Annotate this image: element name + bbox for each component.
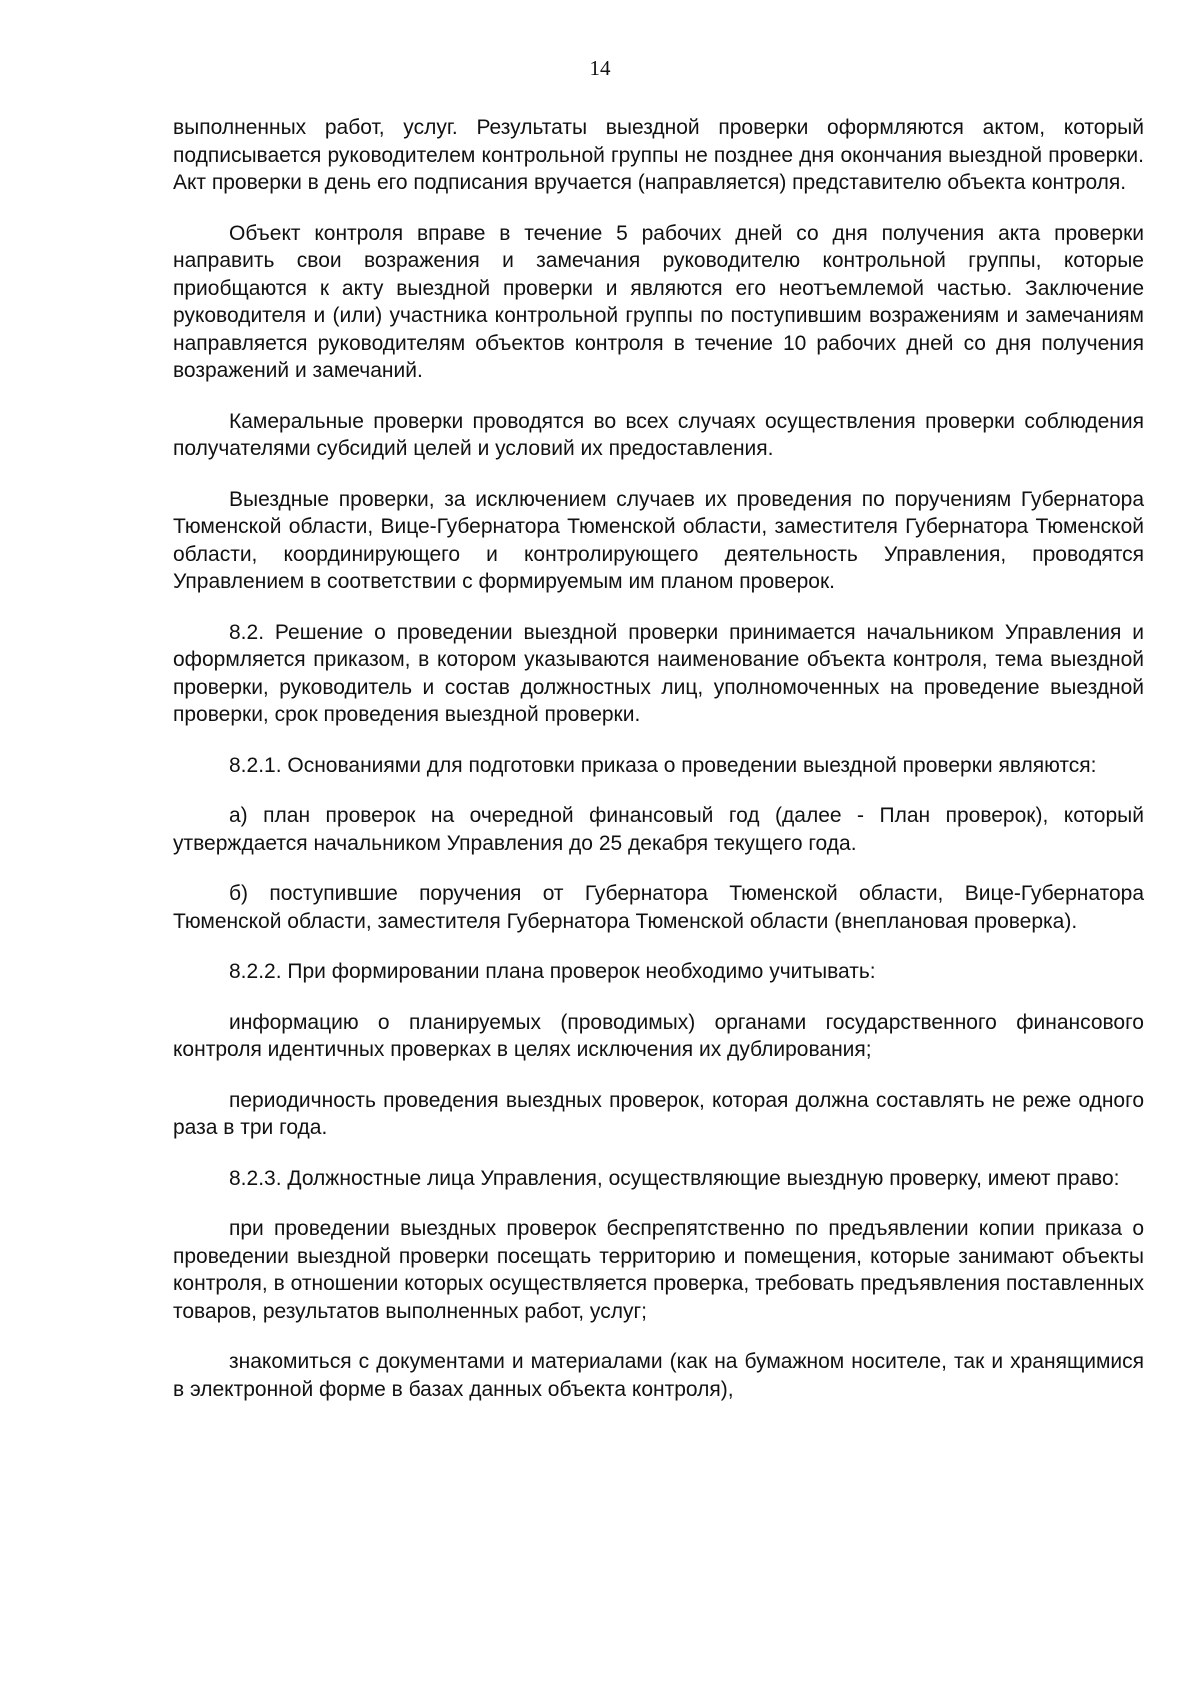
paragraph-objection-rights: Объект контроля вправе в течение 5 рабочих дней со дня получения акта проверки направить свои возражения и замечания руководителю контрольной группы, которые приобщаются к акту выездной проверки и являются его неотъемлемой частью. Заключение руководителя и (или) участника контрольной группы по поступившим возражениям и замечаниям направляется руководителям объектов контроля в течение 10 рабочих дней со дня получения возражений и замечаний. bbox=[173, 221, 1144, 382]
document-body bbox=[173, 114, 1144, 1403]
paragraph-8-2: 8.2. Решение о проведении выездной проверки принимается начальником Управления и оформляется приказом, в котором указываются наименование объекта контроля, тема выездной проверки, руководитель и состав должностных лиц, уполномоченных на проведение выездной проверки, срок проведения выездной проверки. bbox=[173, 620, 1144, 726]
paragraph-field-audits: Выездные проверки, за исключением случаев их проведения по поручениям Губернатора Тюменской области, Вице-Губернатора Тюменской области, заместителя Губернатора Тюменской области, координирующего и контролирующего деятельность Управления, проводятся Управлением в соответствии с формируемым им планом проверок. bbox=[173, 487, 1144, 593]
paragraph-periodicity: периодичность проведения выездных проверок, которая должна составлять не реже одного раза в три года. bbox=[173, 1088, 1144, 1139]
paragraph-right-access: при проведении выездных проверок беспрепятственно по предъявлении копии приказа о проведении выездной проверки посещать территорию и помещения, которые занимают объекты контроля, в отношении которых осуществляется проверка, требовать предъявления поставленных товаров, результатов выполненных работ, услуг; bbox=[173, 1217, 1144, 1323]
paragraph-duplication-info: информацию о планируемых (проводимых) органами государственного финансового контроля идентичных проверках в целях исключения их дублирования; bbox=[173, 1010, 1144, 1061]
paragraph-8-2-2: 8.2.2. При формировании плана проверок необходимо учитывать: bbox=[229, 960, 876, 983]
paragraph-item-b: б) поступившие поручения от Губернатора Тюменской области, Вице-Губернатора Тюменской области, заместителя Губернатора Тюменской области (внеплановая проверка). bbox=[173, 882, 1144, 933]
paragraph-desk-audits: Камеральные проверки проводятся во всех случаях осуществления проверки соблюдения получателями субсидий целей и условий их предоставления. bbox=[173, 409, 1144, 460]
paragraph-8-2-1: 8.2.1. Основаниями для подготовки приказа о проведении выездной проверки являются: bbox=[229, 753, 1097, 777]
paragraph-continued: выполненных работ, услуг. Результаты выездной проверки оформляются актом, который подписывается руководителем контрольной группы не позднее дня окончания выездной проверки. Акт проверки в день его подписания вручается (направляется) представителю объекта контроля. bbox=[173, 116, 1144, 194]
page-number: 14 bbox=[589, 56, 611, 80]
paragraph-item-a: а) план проверок на очередной финансовый год (далее - План проверок), который утверждается начальником Управления до 25 декабря текущего года. bbox=[173, 804, 1144, 855]
paragraph-right-documents: знакомиться с документами и материалами (как на бумажном носителе, так и хранящимися в электронной форме в базах данных объекта контроля), bbox=[173, 1350, 1144, 1401]
paragraph-8-2-3: 8.2.3. Должностные лица Управления, осуществляющие выездную проверку, имеют право: bbox=[229, 1166, 1120, 1190]
